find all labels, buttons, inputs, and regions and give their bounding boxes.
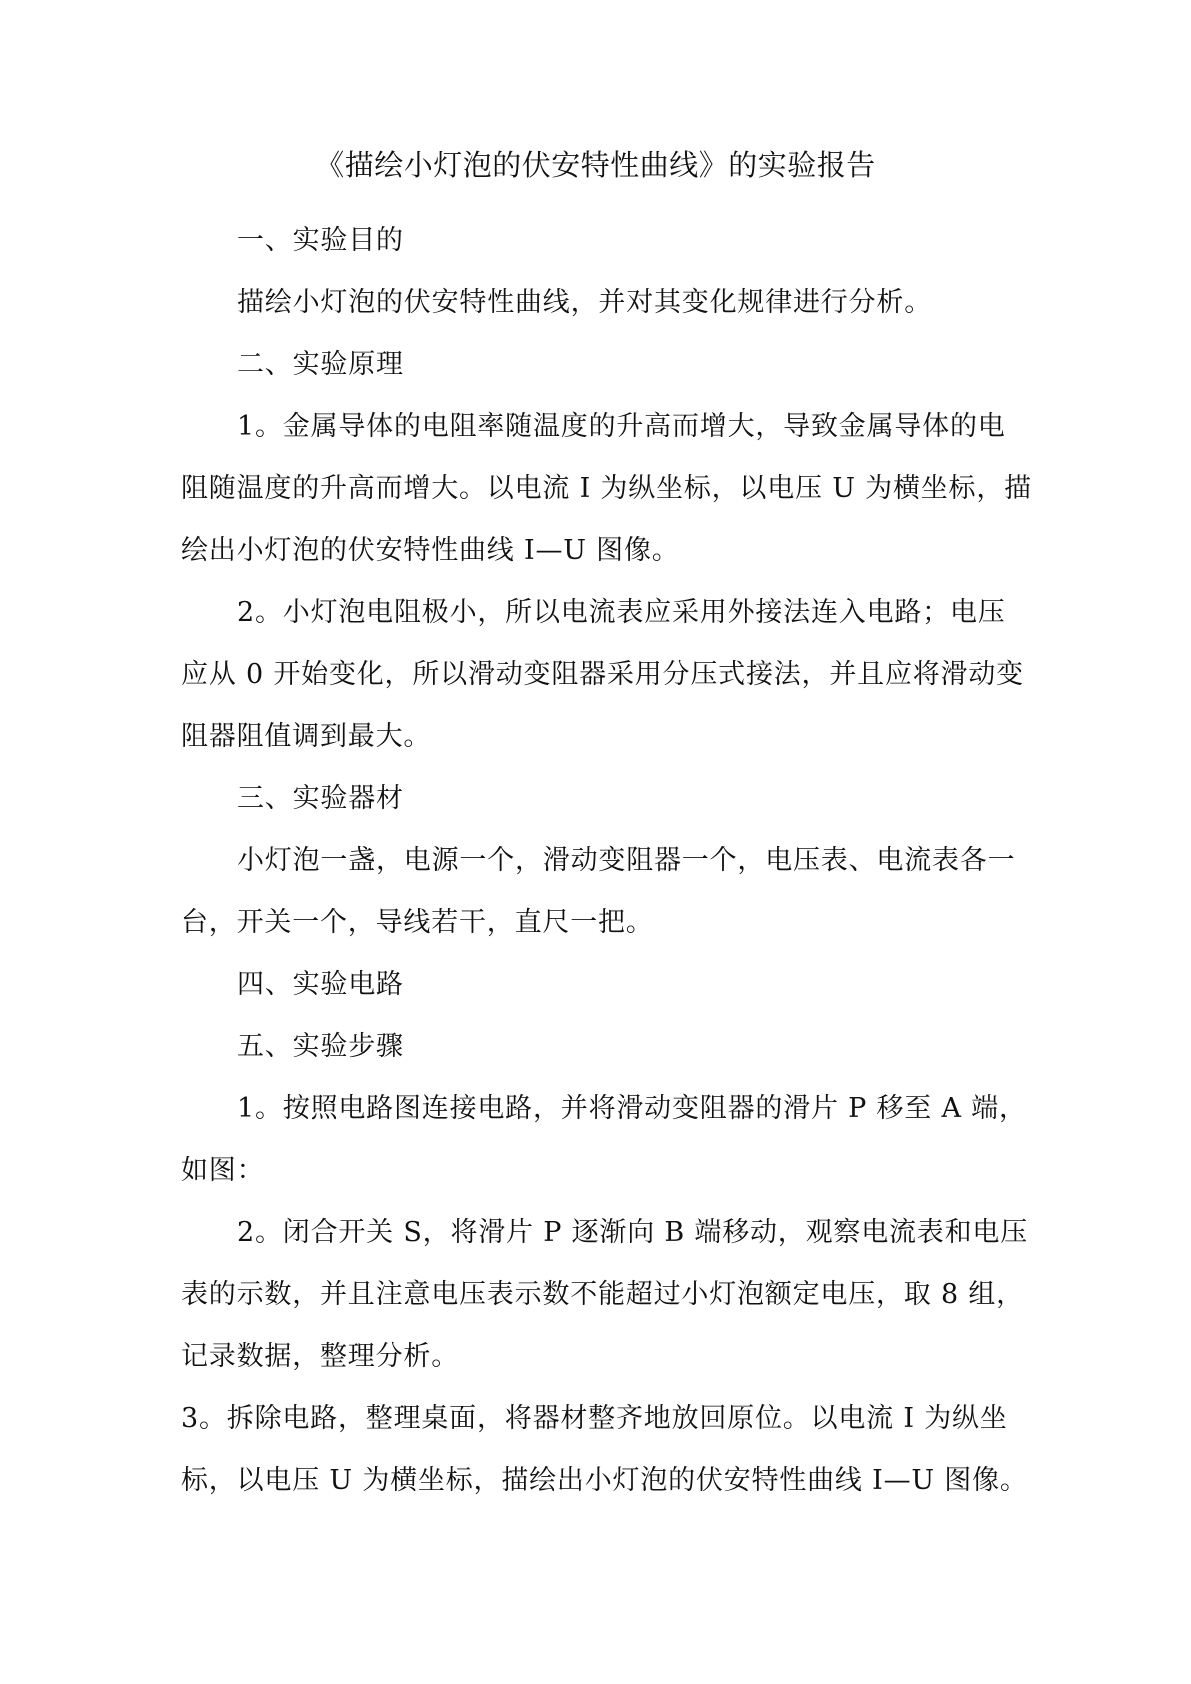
- section-heading-circuit: 四、实验电路: [237, 969, 404, 1000]
- section-heading-equipment: 三、实验器材: [237, 783, 404, 814]
- step-3-line-1: 3。拆除电路，整理桌面，将器材整齐地放回原位。以电流 I 为纵坐: [181, 1403, 1008, 1434]
- document-body: [181, 210, 1032, 1512]
- principle-paragraph-2-line-3: 阻器阻值调到最大。: [181, 721, 432, 752]
- step-3-line-2: 标，以电压 U 为横坐标，描绘出小灯泡的伏安特性曲线 I—U 图像。: [181, 1465, 1028, 1496]
- section-heading-steps: 五、实验步骤: [237, 1031, 404, 1062]
- equipment-paragraph-line-2: 台，开关一个，导线若干，直尺一把。: [181, 907, 654, 938]
- section-heading-purpose: 一、实验目的: [237, 225, 404, 256]
- principle-paragraph-1-line-1: 1。金属导体的电阻率随温度的升高而增大，导致金属导体的电: [237, 411, 1006, 442]
- step-1-line-1: 1。按照电路图连接电路，并将滑动变阻器的滑片 P 移至 A 端，: [237, 1093, 1027, 1124]
- section-heading-principle: 二、实验原理: [237, 349, 404, 380]
- principle-paragraph-2-line-1: 2。小灯泡电阻极小，所以电流表应采用外接法连入电路；电压: [237, 597, 1006, 628]
- document-title: 《描绘小灯泡的伏安特性曲线》的实验报告: [315, 148, 876, 182]
- principle-paragraph-1-line-3: 绘出小灯泡的伏安特性曲线 I—U 图像。: [181, 535, 680, 566]
- step-2-line-2: 表的示数，并且注意电压表示数不能超过小灯泡额定电压，取 8 组，: [181, 1279, 1024, 1310]
- step-2-line-3: 记录数据，整理分析。: [181, 1341, 459, 1372]
- principle-paragraph-2-line-2: 应从 0 开始变化，所以滑动变阻器采用分压式接法，并且应将滑动变: [181, 659, 1024, 690]
- principle-paragraph-1-line-2: 阻随温度的升高而增大。以电流 I 为纵坐标，以电压 U 为横坐标，描: [181, 473, 1032, 504]
- step-1-line-2: 如图：: [181, 1155, 265, 1186]
- equipment-paragraph-line-1: 小灯泡一盏，电源一个，滑动变阻器一个，电压表、电流表各一: [237, 845, 1016, 876]
- purpose-paragraph: 描绘小灯泡的伏安特性曲线，并对其变化规律进行分析。: [237, 287, 932, 318]
- step-2-line-1: 2。闭合开关 S，将滑片 P 逐渐向 B 端移动，观察电流表和电压: [237, 1217, 1028, 1248]
